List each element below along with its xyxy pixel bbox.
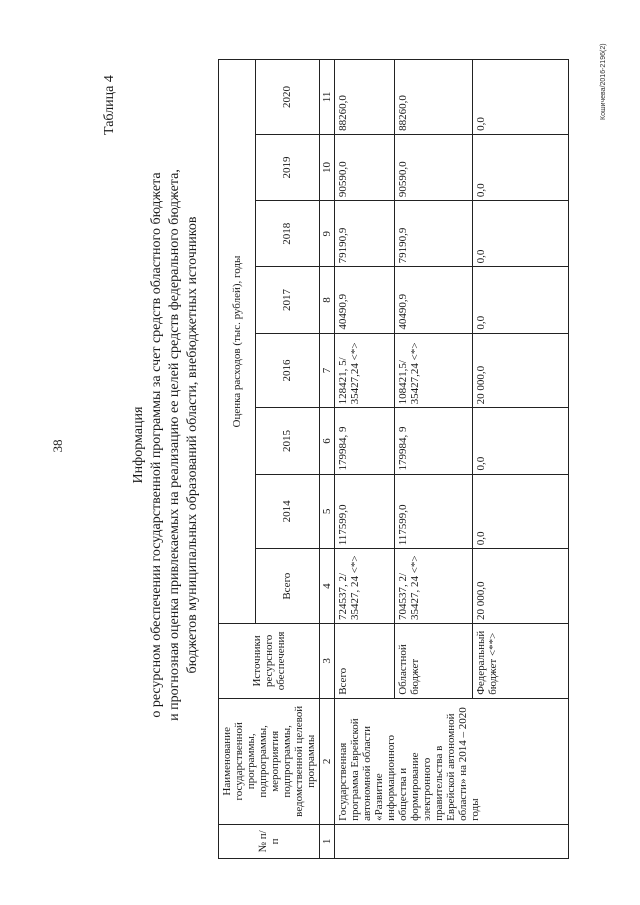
header-year: 2014: [255, 474, 319, 549]
document-code: Кошичева/2016-2196(2): [600, 43, 607, 120]
value-cell: 88260,0: [335, 60, 395, 135]
value-cell: 128421, 5/ 35427,24 <*>: [335, 333, 395, 408]
resource-table: [218, 59, 569, 859]
heading-line: бюджетов муниципальных образований области, внебюджетных источников: [185, 216, 200, 674]
program-name: Государственная программа Еврейской автономной области «Развитие информационного общества и формирование электронного правительства в Еврейской автономной области» на 2014 – 2020 годы: [335, 698, 569, 824]
value-cell: 20 000,0: [473, 333, 569, 408]
heading-title: Информация: [131, 406, 146, 484]
column-number: 10: [320, 134, 335, 200]
row-number-cell: [335, 824, 569, 858]
value-cell: 724537, 2/ 35427, 24 <*>: [335, 549, 395, 624]
value-cell: 40490,9: [395, 267, 473, 333]
heading-line: и прогнозная оценка привлекаемых на реализацию ее целей средств федерального бюджета,: [167, 169, 182, 721]
heading-line: о ресурсном обеспечении государственной программы за счет средств областного бюджета: [149, 172, 164, 718]
value-cell: 117599,0: [335, 474, 395, 549]
value-cell: 0,0: [473, 474, 569, 549]
value-cell: 90590,0: [395, 134, 473, 200]
table-label: Таблица 4: [102, 75, 117, 135]
header-year: 2016: [255, 333, 319, 408]
source-cell: Областной бюджет: [395, 624, 473, 699]
value-cell: 179984, 9: [335, 408, 395, 474]
header-year: 2018: [255, 201, 319, 267]
header-year: 2020: [255, 60, 319, 135]
header-year: Всего: [255, 549, 319, 624]
header-year: 2017: [255, 267, 319, 333]
source-cell: Всего: [335, 624, 395, 699]
value-cell: 179984, 9: [395, 408, 473, 474]
column-number: 4: [320, 549, 335, 624]
value-cell: 117599,0: [395, 474, 473, 549]
header-year: 2015: [255, 408, 319, 474]
value-cell: 0,0: [473, 134, 569, 200]
column-number: 9: [320, 201, 335, 267]
column-number: 7: [320, 333, 335, 408]
value-cell: 88260,0: [395, 60, 473, 135]
column-number: 3: [320, 624, 335, 699]
value-cell: 20 000,0: [473, 549, 569, 624]
header-year: 2019: [255, 134, 319, 200]
header-num: № п/п: [219, 824, 320, 858]
value-cell: 0,0: [473, 267, 569, 333]
value-cell: 90590,0: [335, 134, 395, 200]
value-cell: 40490,9: [335, 267, 395, 333]
value-cell: 79190,9: [335, 201, 395, 267]
value-cell: 704537, 2/ 35427, 24 <*>: [395, 549, 473, 624]
column-number: 2: [320, 698, 335, 824]
header-estimate: Оценка расходов (тыс. рублей), годы: [219, 60, 256, 624]
source-cell: Федеральный бюджет <**>: [473, 624, 569, 699]
column-number: 1: [320, 824, 335, 858]
column-number: 6: [320, 408, 335, 474]
column-number: 11: [320, 60, 335, 135]
page-number: 38: [50, 439, 65, 453]
document-heading: [130, 165, 202, 725]
header-name: Наименование государственной программы, подпрограммы, мероприятия подпрограммы, ведомственной целевой программы: [219, 698, 320, 824]
column-number: 8: [320, 267, 335, 333]
column-number: 5: [320, 474, 335, 549]
value-cell: 0,0: [473, 201, 569, 267]
value-cell: 0,0: [473, 60, 569, 135]
value-cell: 0,0: [473, 408, 569, 474]
value-cell: 108421,5/ 35427,24 <*>: [395, 333, 473, 408]
value-cell: 79190,9: [395, 201, 473, 267]
header-source: Источники ресурсного обеспечения: [219, 624, 320, 699]
